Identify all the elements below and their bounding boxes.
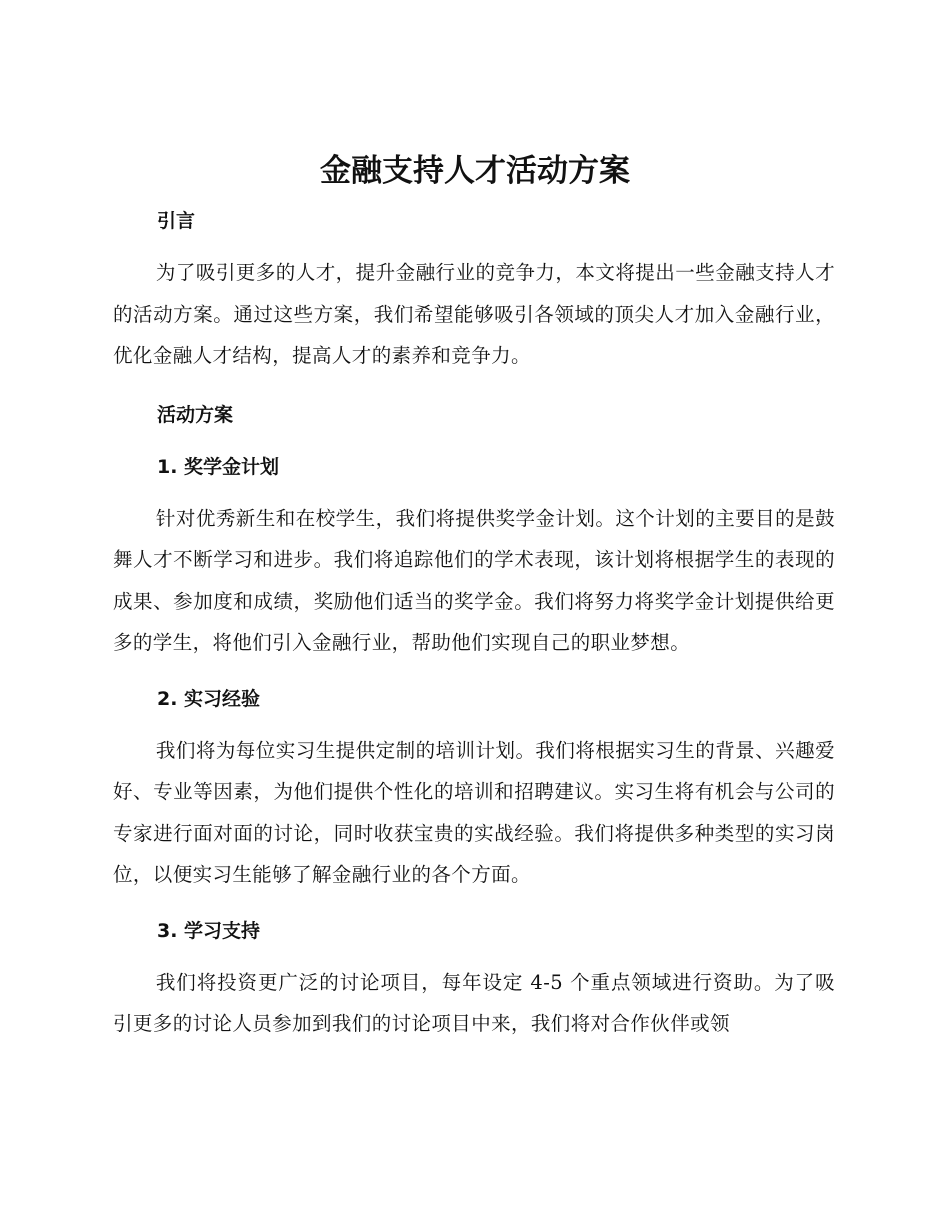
section-paragraph-study-support: 我们将投资更广泛的讨论项目，每年设定 4-5 个重点领域进行资助。为了吸引更多的讨论人员参加到我们的讨论项目中来，我们将对合作伙伴或领: [113, 970, 835, 1035]
section-heading-plan: 活动方案: [157, 403, 234, 426]
section-heading-scholarship: 1. 奖学金计划: [157, 455, 280, 478]
section-paragraph-intro: 为了吸引更多的人才，提升金融行业的竞争力，本文将提出一些金融支持人才的活动方案。通过这些方案，我们希望能够吸引各领域的顶尖人才加入金融行业，优化金融人才结构，提高人才的素养和竞争力。: [113, 261, 835, 367]
section-paragraph-scholarship: 针对优秀新生和在校学生，我们将提供奖学金计划。这个计划的主要目的是鼓舞人才不断学习和进步。我们将追踪他们的学术表现，该计划将根据学生的表现的成果、参加度和成绩，奖励他们适当的奖学金。我们将努力将奖学金计划提供给更多的学生，将他们引入金融行业，帮助他们实现自己的职业梦想。: [113, 506, 835, 654]
section-heading-study-support: 3. 学习支持: [157, 919, 261, 942]
section-heading-internship: 2. 实习经验: [157, 687, 261, 710]
section-paragraph-internship: 我们将为每位实习生提供定制的培训计划。我们将根据实习生的背景、兴趣爱好、专业等因素，为他们提供个性化的培训和招聘建议。实习生将有机会与公司的专家进行面对面的讨论，同时收获宝贵的实战经验。我们将提供多种类型的实习岗位，以便实习生能够了解金融行业的各个方面。: [113, 738, 835, 886]
document-body: [113, 200, 835, 1045]
document-title: 金融支持人才活动方案: [320, 153, 630, 189]
section-heading-intro: 引言: [157, 210, 196, 232]
